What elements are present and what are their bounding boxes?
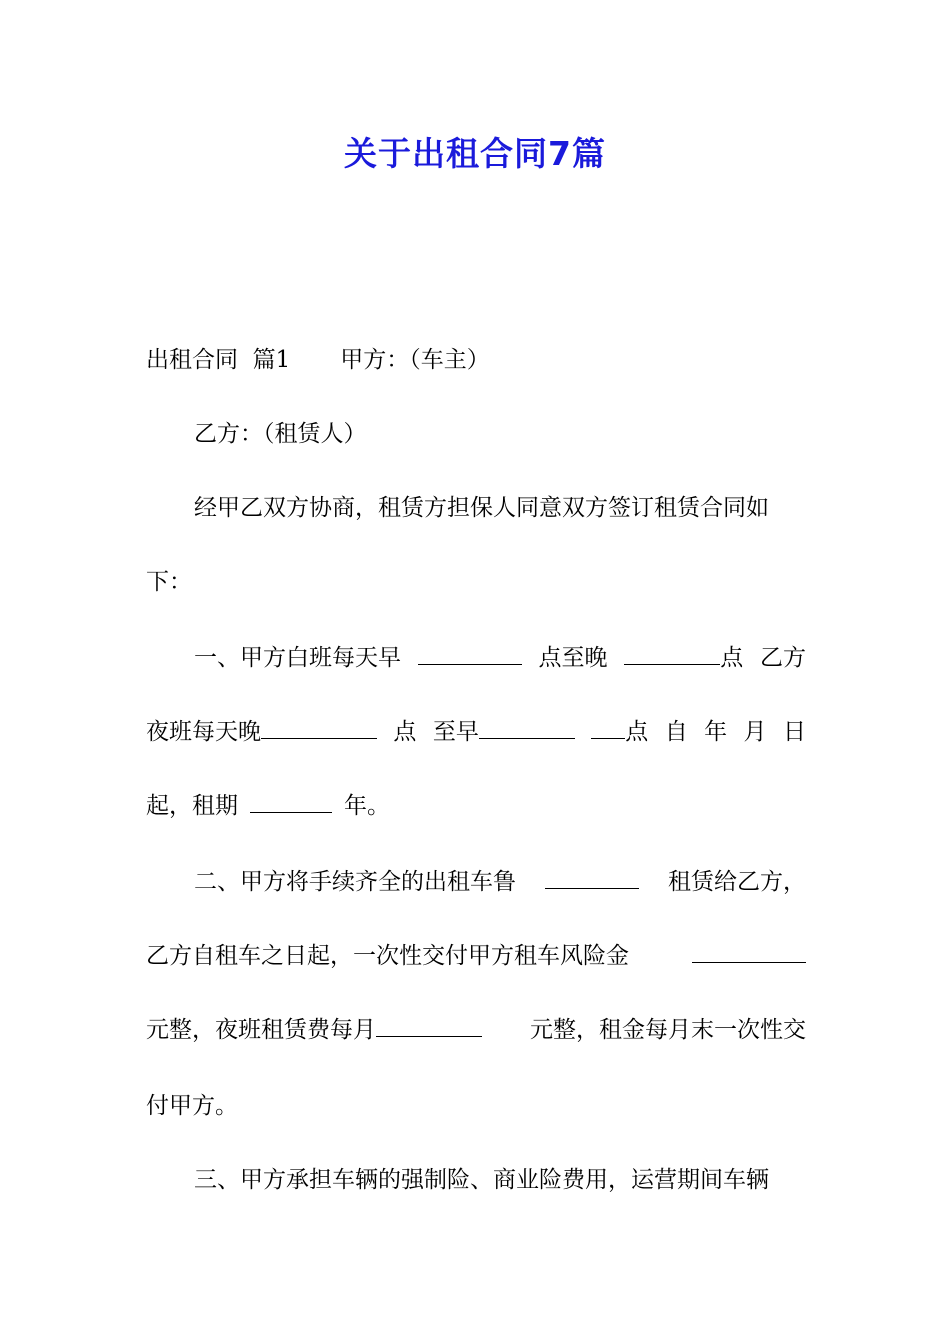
clause2-line-2: [146, 936, 806, 976]
party-a: 甲方：（车主）: [340, 347, 490, 373]
clause1-line-3: [146, 786, 806, 826]
clause1-text: 夜班每天晚: [146, 719, 261, 745]
blank-field: [479, 712, 575, 739]
clause2-text: 乙方自租车之日起，一次性交付甲方租车风险金: [146, 943, 629, 969]
clause2-line-3: [146, 1010, 806, 1050]
intro-text-2: 下：: [146, 569, 192, 595]
blank-field: [624, 638, 720, 665]
intro-line-2: [146, 562, 806, 602]
blank-field: [250, 786, 332, 813]
clause1-text: 年。: [344, 793, 390, 819]
clause1-text: 点至晚: [538, 645, 608, 671]
clause1-text: 日: [782, 719, 806, 745]
clause3-text: 三、甲方承担车辆的强制险、商业险费用，运营期间车辆: [194, 1167, 769, 1193]
section-heading: 出租合同 篇1: [146, 347, 291, 373]
clause1-line-2: [146, 712, 806, 752]
clause1-text: 点: [720, 645, 744, 671]
clause2-text: 元整，夜班租赁费每月: [146, 1017, 376, 1043]
clause1-text: 乙方: [760, 645, 806, 671]
section-heading-line: [146, 340, 806, 380]
party-b: 乙方：（租赁人）: [194, 421, 367, 447]
blank-field: [261, 712, 377, 739]
blank-field: [692, 936, 806, 963]
clause2-text: 元整，租金每月末一次性交: [530, 1017, 806, 1043]
clause1-text: 点: [625, 719, 649, 745]
blank-field: [545, 862, 639, 889]
clause2-text: 二、甲方将手续齐全的出租车鲁: [194, 869, 516, 895]
clause1-text: 一、甲方白班每天早: [194, 645, 401, 671]
blank-field: [376, 1010, 482, 1037]
clause2-line-4: [146, 1086, 806, 1126]
clause1-line-1: [194, 638, 806, 678]
clause1-text: 点: [393, 719, 417, 745]
clause2-line-1: [194, 862, 806, 902]
blank-field: [418, 638, 522, 665]
clause1-text: 至早: [432, 719, 479, 745]
document-title: 关于出租合同7篇: [344, 134, 606, 173]
clause1-text: 自: [664, 719, 688, 745]
party-b-line: [194, 414, 806, 454]
blank-field: [591, 712, 625, 739]
intro-text-1: 经甲乙双方协商，租赁方担保人同意双方签订租赁合同如: [194, 495, 769, 521]
clause2-text: 租赁给乙方，: [668, 869, 806, 895]
clause2-text: 付甲方。: [146, 1093, 238, 1119]
clause1-text: 月: [743, 719, 767, 745]
clause1-text: 起，租期: [146, 793, 238, 819]
clause3-line-1: [194, 1160, 806, 1200]
intro-line-1: [194, 488, 806, 528]
clause1-text: 年: [704, 719, 728, 745]
